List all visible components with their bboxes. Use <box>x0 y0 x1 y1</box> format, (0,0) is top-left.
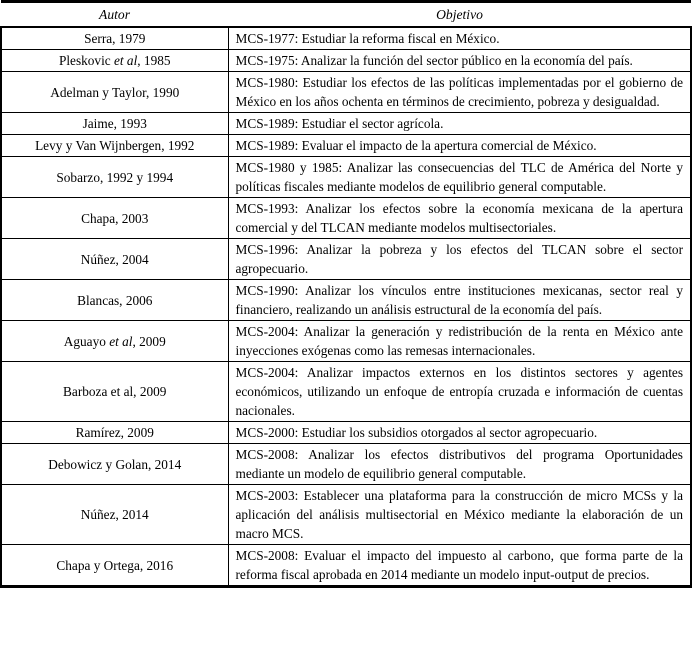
author-cell <box>1 321 228 362</box>
objective-cell: MCS-2000: Estudiar los subsidios otorgados al sector agropecuario. <box>228 422 691 444</box>
table-row <box>1 157 691 198</box>
objective-column-header: Objetivo <box>228 2 691 28</box>
author-cell <box>1 485 228 545</box>
author-label: Blancas, 2006 <box>77 292 153 308</box>
objective-cell: MCS-2003: Establecer una plataforma para la construcción de micro MCSs y la aplicación del análisis multisectorial en México mediante la elaboración de un macro MCS. <box>228 485 691 545</box>
objective-cell: MCS-1977: Estudiar la reforma fiscal en México. <box>228 27 691 50</box>
author-cell <box>1 362 228 422</box>
author-cell <box>1 280 228 321</box>
author-label: Chapa, 2003 <box>81 210 149 226</box>
author-label: Chapa y Ortega, 2016 <box>56 557 174 573</box>
table-body <box>1 27 691 587</box>
objective-cell: MCS-2004: Analizar la generación y redistribución de la renta en México ante inyecciones exógenas como las remesas internacionales. <box>228 321 691 362</box>
table-row <box>1 135 691 157</box>
objective-cell: MCS-2008: Evaluar el impacto del impuesto al carbono, que forma parte de la reforma fiscal aprobada en 2014 mediante un modelo input-output de precios. <box>228 545 691 587</box>
table-row <box>1 50 691 72</box>
author-cell <box>1 545 228 587</box>
table-row <box>1 362 691 422</box>
author-label: Pleskovic <box>58 53 115 68</box>
objective-cell: MCS-2008: Analizar los efectos distributivos del programa Oportunidades mediante un modelo de equilibrio general computable. <box>228 444 691 485</box>
table-row <box>1 444 691 485</box>
table-row <box>1 280 691 321</box>
objective-cell: MCS-1996: Analizar la pobreza y los efectos del TLCAN sobre el sector agropecuario. <box>228 239 691 280</box>
objective-cell: MCS-1993: Analizar los efectos sobre la economía mexicana de la apertura comercial y del TLCAN mediante modelos multisectoriales. <box>228 198 691 239</box>
author-label: Serra, 1979 <box>84 31 146 46</box>
table-row <box>1 545 691 587</box>
table-row <box>1 321 691 362</box>
author-cell <box>1 157 228 198</box>
objective-cell: MCS-1975: Analizar la función del sector público en la economía del país. <box>228 50 691 72</box>
author-column-header: Autor <box>1 2 228 28</box>
objective-cell: MCS-1989: Estudiar el sector agrícola. <box>228 113 691 135</box>
author-label: , 2009 <box>132 333 166 349</box>
author-cell <box>1 198 228 239</box>
author-cell <box>1 50 228 72</box>
author-label: Núñez, 2004 <box>80 251 149 267</box>
table-row <box>1 485 691 545</box>
author-label: Barboza et al, 2009 <box>63 384 167 399</box>
author-label: Adelman y Taylor, 1990 <box>50 84 180 100</box>
author-cell <box>1 422 228 444</box>
table-row <box>1 27 691 50</box>
author-label: Jaime, 1993 <box>82 116 147 131</box>
author-cell <box>1 27 228 50</box>
table-row <box>1 422 691 444</box>
header-row <box>1 2 691 28</box>
objective-cell: MCS-1980 y 1985: Analizar las consecuencias del TLC de América del Norte y políticas fiscales mediante modelos de equilibrio general computable. <box>228 157 691 198</box>
author-label: , 1985 <box>137 53 171 68</box>
author-cell <box>1 113 228 135</box>
author-cell <box>1 239 228 280</box>
author-label: Debowicz y Golan, 2014 <box>48 456 182 472</box>
author-label: Levy y Van Wijnbergen, 1992 <box>35 138 195 153</box>
author-cell <box>1 135 228 157</box>
table-row <box>1 239 691 280</box>
objective-cell: MCS-1989: Evaluar el impacto de la apertura comercial de México. <box>228 135 691 157</box>
objective-cell: MCS-2004: Analizar impactos externos en los distintos sectores y agentes económicos, utilizando un enfoque de entropía cruzada e información de cuentas nacionales. <box>228 362 691 422</box>
table-row <box>1 113 691 135</box>
author-et-al-italic: et al <box>109 333 133 349</box>
objective-cell: MCS-1980: Estudiar los efectos de las políticas implementadas por el gobierno de México en los años ochenta en términos de crecimiento, pobreza y desigualdad. <box>228 72 691 113</box>
author-et-al-italic: et al <box>114 53 138 68</box>
author-label: Sobarzo, 1992 y 1994 <box>56 169 174 185</box>
author-label: Núñez, 2014 <box>80 507 149 522</box>
author-cell <box>1 444 228 485</box>
table-row <box>1 198 691 239</box>
table-row <box>1 72 691 113</box>
author-cell <box>1 72 228 113</box>
objective-cell: MCS-1990: Analizar los vínculos entre instituciones mexicanas, sector real y financiero, realizando un análisis estructural de la economía del país. <box>228 280 691 321</box>
author-label: Aguayo <box>63 333 110 349</box>
author-label: Ramírez, 2009 <box>75 425 154 440</box>
